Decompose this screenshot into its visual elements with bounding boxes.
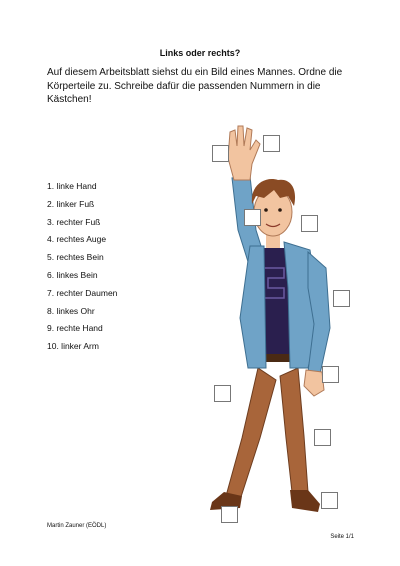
raised-hand (228, 126, 260, 180)
answer-box-eye[interactable] (244, 209, 261, 226)
footer-author: Martin Zauner (EÖDL) (47, 523, 107, 529)
footer-page-number: Seite 1/1 (330, 534, 354, 540)
answer-box-thumb[interactable] (263, 135, 280, 152)
list-item: 6. linkes Bein (47, 269, 98, 280)
right-eye (278, 208, 282, 212)
body-part-list (47, 180, 117, 358)
worksheet-intro: Auf diesem Arbeitsblatt siehst du ein Bild eines Mannes. Ordne die Körperteile zu. Schreibe dafür die passenden Nummern in die Kästchen! (47, 67, 343, 105)
worksheet-title: Links oder rechts? (159, 48, 241, 58)
right-leg (280, 368, 308, 492)
answer-box-arm[interactable] (333, 290, 350, 307)
left-eye (264, 208, 268, 212)
answer-box-left-leg[interactable] (314, 429, 331, 446)
list-item: 10. linker Arm (47, 341, 99, 352)
list-item: 3. rechter Fuß (47, 216, 101, 227)
list-item: 2. linker Fuß (47, 198, 95, 209)
right-shoe (290, 490, 320, 512)
list-item: 7. rechter Daumen (47, 287, 118, 298)
list-item: 4. rechtes Auge (47, 234, 107, 245)
list-item: 5. rechtes Bein (47, 252, 104, 263)
answer-box-right-foot[interactable] (221, 506, 238, 523)
list-item: 1. linke Hand (47, 181, 97, 191)
jacket-left (240, 246, 266, 368)
list-item: 9. rechte Hand (47, 323, 103, 334)
man-illustration (180, 118, 350, 528)
answer-box-lowered-hand[interactable] (322, 366, 339, 383)
answer-box-raised-hand-left[interactable] (212, 145, 229, 162)
list-item: 8. linkes Ohr (47, 305, 95, 316)
answer-box-left-foot[interactable] (321, 492, 338, 509)
left-leg (226, 368, 276, 500)
answer-box-ear[interactable] (301, 215, 318, 232)
answer-box-right-leg[interactable] (214, 385, 231, 402)
lowered-hand (304, 370, 324, 396)
